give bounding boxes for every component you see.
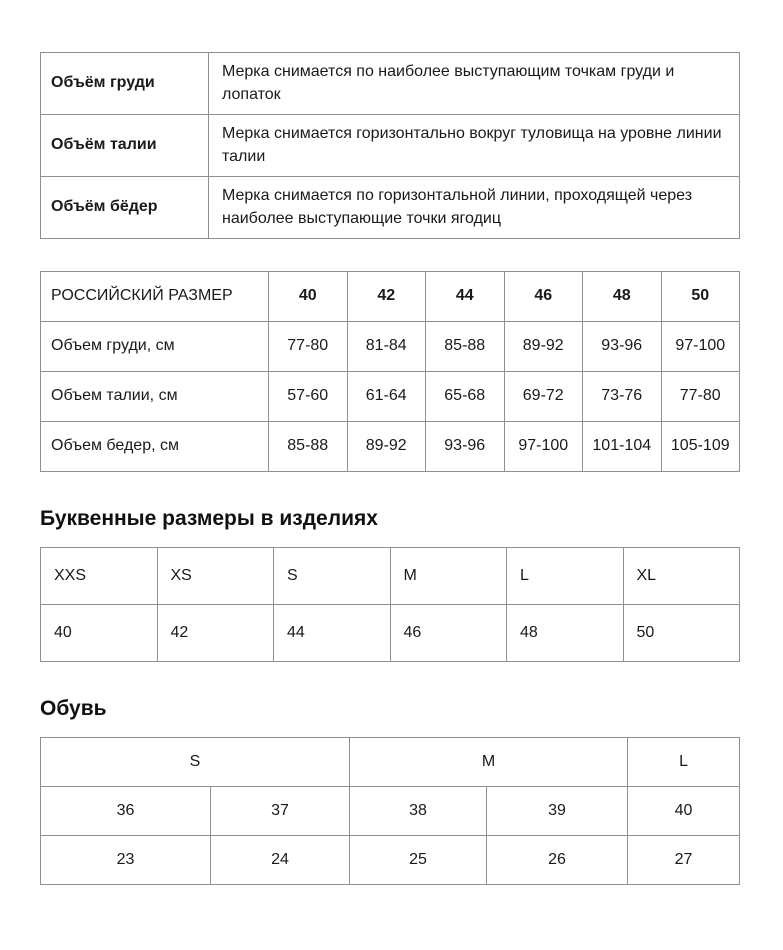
measurement-description: Мерка снимается горизонтально вокруг туловища на уровне линии талии [209, 115, 740, 177]
letter-size-cell: M [390, 548, 507, 605]
table-cell: 97-100 [504, 422, 583, 472]
size-column-header: 46 [504, 272, 583, 322]
table-cell: 97-100 [661, 322, 740, 372]
measurement-description: Мерка снимается по горизонтальной линии, проходящей через наиболее выступающие точки ягодиц [209, 177, 740, 239]
shoe-eu-size-cell: 36 [41, 787, 211, 836]
shoe-eu-size-cell: 37 [211, 787, 350, 836]
table-row [41, 605, 740, 662]
table-cell: 61-64 [347, 372, 426, 422]
shoe-eu-size-cell: 38 [350, 787, 487, 836]
table-cell: 89-92 [504, 322, 583, 372]
row-label: Объем бедер, см [41, 422, 269, 472]
table-header-row [41, 272, 740, 322]
row-label: Объем талии, см [41, 372, 269, 422]
table-row [41, 322, 740, 372]
table-cell: 85-88 [269, 422, 348, 472]
size-column-header: 48 [583, 272, 662, 322]
table-cell: 77-80 [269, 322, 348, 372]
shoe-eu-size-cell: 39 [487, 787, 628, 836]
table-cell: 65-68 [426, 372, 505, 422]
measurement-label: Объём талии [41, 115, 209, 177]
size-column-header: 42 [347, 272, 426, 322]
shoe-group-header: S [41, 738, 350, 787]
letter-size-cell: XL [623, 548, 740, 605]
measurement-label: Объём бёдер [41, 177, 209, 239]
table-cell: 85-88 [426, 322, 505, 372]
table-row [41, 422, 740, 472]
number-size-cell: 44 [274, 605, 391, 662]
letter-sizes-table [40, 547, 740, 662]
shoe-cm-size-cell: 26 [487, 836, 628, 885]
table-cell: 93-96 [583, 322, 662, 372]
shoe-cm-size-cell: 23 [41, 836, 211, 885]
size-column-header: 44 [426, 272, 505, 322]
table-cell: 101-104 [583, 422, 662, 472]
shoe-cm-size-cell: 27 [628, 836, 740, 885]
letter-size-cell: XXS [41, 548, 158, 605]
table-row [41, 836, 740, 885]
shoe-group-header: M [350, 738, 628, 787]
russian-size-header-label: РОССИЙСКИЙ РАЗМЕР [41, 272, 269, 322]
table-cell: 93-96 [426, 422, 505, 472]
table-row [41, 787, 740, 836]
number-size-cell: 48 [507, 605, 624, 662]
number-size-cell: 42 [157, 605, 274, 662]
number-size-cell: 50 [623, 605, 740, 662]
table-cell: 77-80 [661, 372, 740, 422]
row-label: Объем груди, см [41, 322, 269, 372]
size-column-header: 50 [661, 272, 740, 322]
shoes-sizes-table [40, 737, 740, 885]
table-cell: 69-72 [504, 372, 583, 422]
table-header-row [41, 738, 740, 787]
shoe-cm-size-cell: 25 [350, 836, 487, 885]
table-row [41, 115, 740, 177]
table-row [41, 53, 740, 115]
shoe-group-header: L [628, 738, 740, 787]
letter-size-cell: XS [157, 548, 274, 605]
measurement-label: Объём груди [41, 53, 209, 115]
table-header-row [41, 548, 740, 605]
measurement-definitions-table [40, 52, 740, 239]
shoes-heading: Обувь [40, 697, 107, 721]
letter-size-cell: L [507, 548, 624, 605]
table-row [41, 372, 740, 422]
number-size-cell: 46 [390, 605, 507, 662]
shoe-cm-size-cell: 24 [211, 836, 350, 885]
russian-sizes-table [40, 271, 740, 472]
table-cell: 57-60 [269, 372, 348, 422]
number-size-cell: 40 [41, 605, 158, 662]
shoe-eu-size-cell: 40 [628, 787, 740, 836]
letter-sizes-heading: Буквенные размеры в изделиях [40, 507, 378, 530]
size-column-header: 40 [269, 272, 348, 322]
table-cell: 81-84 [347, 322, 426, 372]
letter-size-cell: S [274, 548, 391, 605]
table-row [41, 177, 740, 239]
table-cell: 89-92 [347, 422, 426, 472]
table-cell: 73-76 [583, 372, 662, 422]
measurement-description: Мерка снимается по наиболее выступающим точкам груди и лопаток [209, 53, 740, 115]
table-cell: 105-109 [661, 422, 740, 472]
